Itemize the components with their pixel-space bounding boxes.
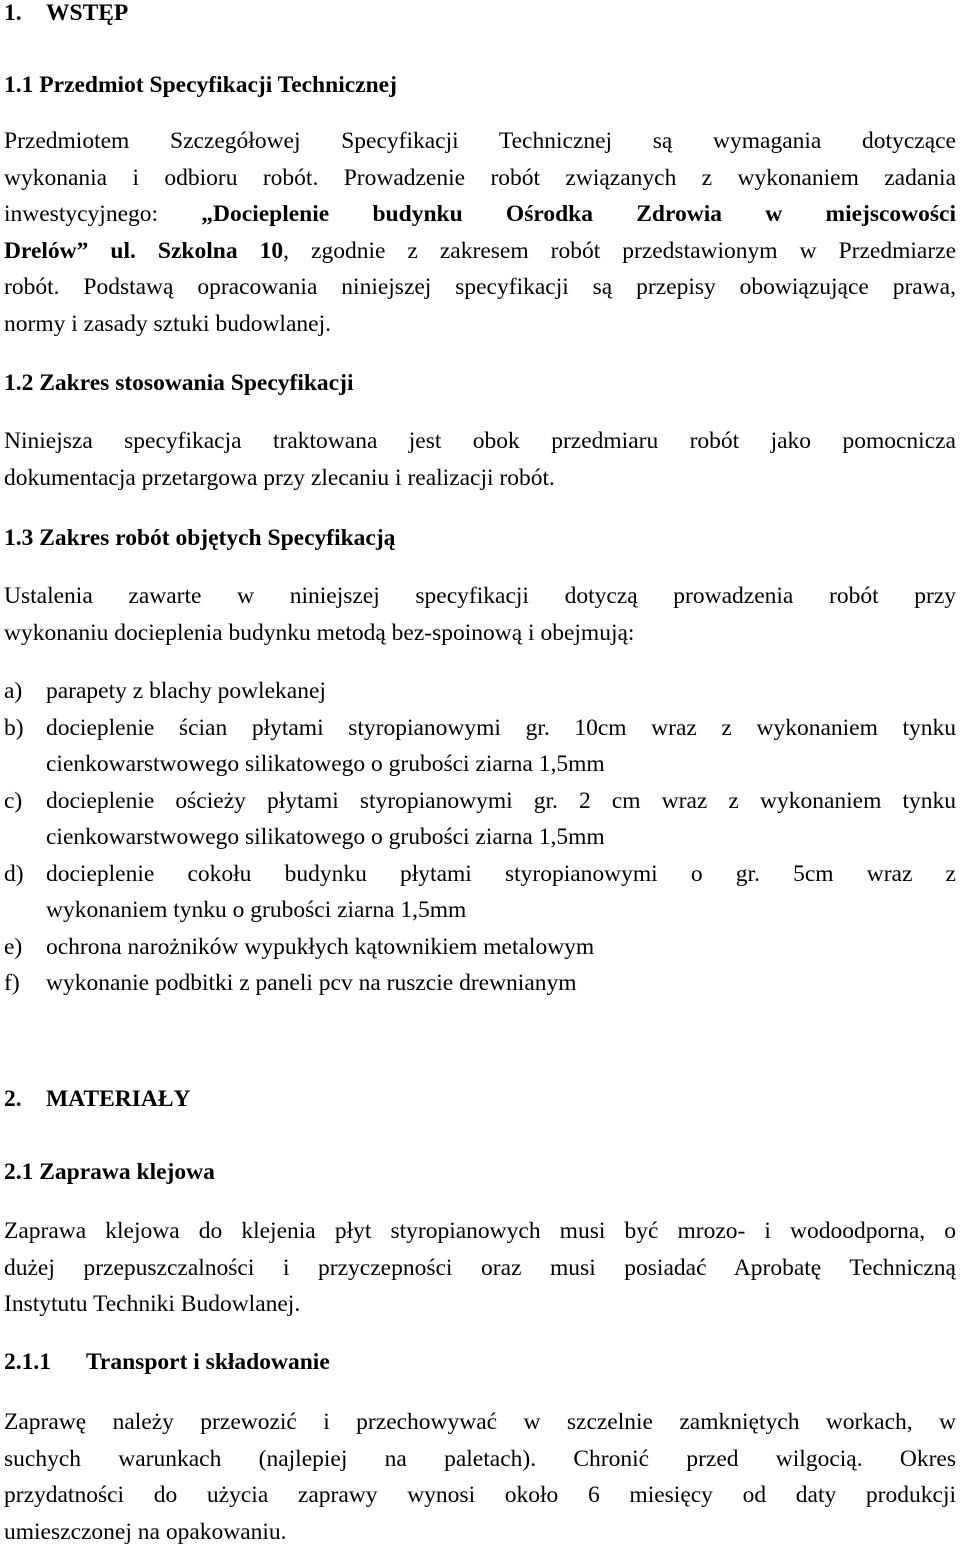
list-item bbox=[4, 856, 956, 929]
text-run: , zgodnie z zakresem robót przedstawionym w Przedmiarze bbox=[283, 238, 956, 264]
list-item bbox=[4, 929, 956, 966]
list-marker: d) bbox=[4, 856, 24, 893]
paragraph-1-1 bbox=[4, 123, 956, 342]
text-line: przydatności do użycia zaprawy wynosi około 6 miesięcy od daty produkcji bbox=[4, 1477, 956, 1514]
project-name-end: Drelów” ul. bbox=[4, 238, 136, 264]
text-line: wykonania i odbioru robót. Prowadzenie robót związanych z wykonaniem zadania bbox=[4, 160, 956, 197]
text-line: Przedmiotem Szczegółowej Specyfikacji Technicznej są wymagania dotyczące bbox=[4, 123, 956, 160]
text-line bbox=[4, 233, 956, 270]
paragraph-2-1 bbox=[4, 1213, 956, 1323]
address: Szkolna 10 bbox=[136, 238, 283, 264]
text-line: Zaprawa klejowa do klejenia płyt styropianowych musi być mrozo- i wodoodporna, o bbox=[4, 1213, 956, 1250]
section-number: 1. bbox=[4, 0, 46, 28]
section-title: WSTĘP bbox=[46, 0, 128, 26]
list-item-text: parapety z blachy powlekanej bbox=[46, 673, 956, 710]
list-item-text: docieplenie ścian płytami styropianowymi gr. 10cm wraz z wykonaniem tynku bbox=[46, 710, 956, 747]
paragraph-1-3 bbox=[4, 578, 956, 651]
text-line: Ustalenia zawarte w niniejszej specyfikacji dotyczą prowadzenia robót przy bbox=[4, 578, 956, 615]
list-marker: e) bbox=[4, 929, 22, 966]
list-item bbox=[4, 710, 956, 783]
text-line: Zaprawę należy przewozić i przechowywać w szczelnie zamkniętych workach, w bbox=[4, 1404, 956, 1441]
section-number: 2. bbox=[4, 1084, 46, 1114]
text-line: dużej przepuszczalności i przyczepności oraz musi posiadać Aprobatę Techniczną bbox=[4, 1250, 956, 1287]
text-line: Niniejsza specyfikacja traktowana jest obok przedmiaru robót jako pomocnicza bbox=[4, 423, 956, 460]
list-item-text: docieplenie ościeży płytami styropianowymi gr. 2 cm wraz z wykonaniem tynku bbox=[46, 783, 956, 820]
paragraph-2-1-1 bbox=[4, 1404, 956, 1550]
paragraph-1-2 bbox=[4, 423, 956, 496]
text-line: robót. Podstawą opracowania niniejszej specyfikacji są przepisy obowiązujące prawa, bbox=[4, 269, 956, 306]
list-item-text: docieplenie cokołu budynku płytami styropianowymi o gr. 5cm wraz z bbox=[46, 856, 956, 893]
section-heading-1 bbox=[4, 0, 128, 28]
list-item-text: cienkowarstwowego silikatowego o grubości ziarna 1,5mm bbox=[46, 819, 956, 856]
scope-list bbox=[4, 673, 956, 1002]
list-item bbox=[4, 673, 956, 710]
subsection-heading-1-3: 1.3 Zakres robót objętych Specyfikacją bbox=[4, 523, 395, 553]
subsection-heading-1-1: 1.1 Przedmiot Specyfikacji Technicznej bbox=[4, 70, 397, 100]
subsection-number: 2.1.1 bbox=[4, 1347, 86, 1377]
text-run: inwestycyjnego: bbox=[4, 201, 201, 227]
text-line: suchych warunkach (najlepiej na paletach). Chronić przed wilgocią. Okres bbox=[4, 1441, 956, 1478]
subsection-heading-2-1-1 bbox=[4, 1347, 330, 1377]
list-marker: f) bbox=[4, 965, 20, 1002]
list-item bbox=[4, 965, 956, 1002]
text-line: dokumentacja przetargowa przy zlecaniu i realizacji robót. bbox=[4, 460, 956, 497]
list-item-text: cienkowarstwowego silikatowego o grubości ziarna 1,5mm bbox=[46, 746, 956, 783]
list-item-text: ochrona narożników wypukłych kątownikiem metalowym bbox=[46, 929, 956, 966]
text-line: Instytutu Techniki Budowlanej. bbox=[4, 1286, 956, 1323]
list-item-text: wykonaniem tynku o grubości ziarna 1,5mm bbox=[46, 892, 956, 929]
text-line: wykonaniu docieplenia budynku metodą bez-spoinową i obejmują: bbox=[4, 615, 956, 652]
section-heading-2 bbox=[4, 1084, 191, 1114]
text-line: normy i zasady sztuki budowlanej. bbox=[4, 306, 956, 343]
subsection-heading-1-2: 1.2 Zakres stosowania Specyfikacji bbox=[4, 368, 353, 398]
list-marker: c) bbox=[4, 783, 22, 820]
project-name: „Docieplenie budynku Ośrodka Zdrowia w miejscowości bbox=[201, 201, 956, 227]
list-marker: a) bbox=[4, 673, 22, 710]
subsection-title: Transport i składowanie bbox=[86, 1349, 330, 1375]
list-item bbox=[4, 783, 956, 856]
text-line: umieszczonej na opakowaniu. bbox=[4, 1514, 956, 1550]
list-marker: b) bbox=[4, 710, 24, 747]
text-line bbox=[4, 196, 956, 233]
section-title: MATERIAŁY bbox=[46, 1086, 191, 1112]
list-item-text: wykonanie podbitki z paneli pcv na ruszcie drewnianym bbox=[46, 965, 956, 1002]
subsection-heading-2-1: 2.1 Zaprawa klejowa bbox=[4, 1157, 215, 1187]
